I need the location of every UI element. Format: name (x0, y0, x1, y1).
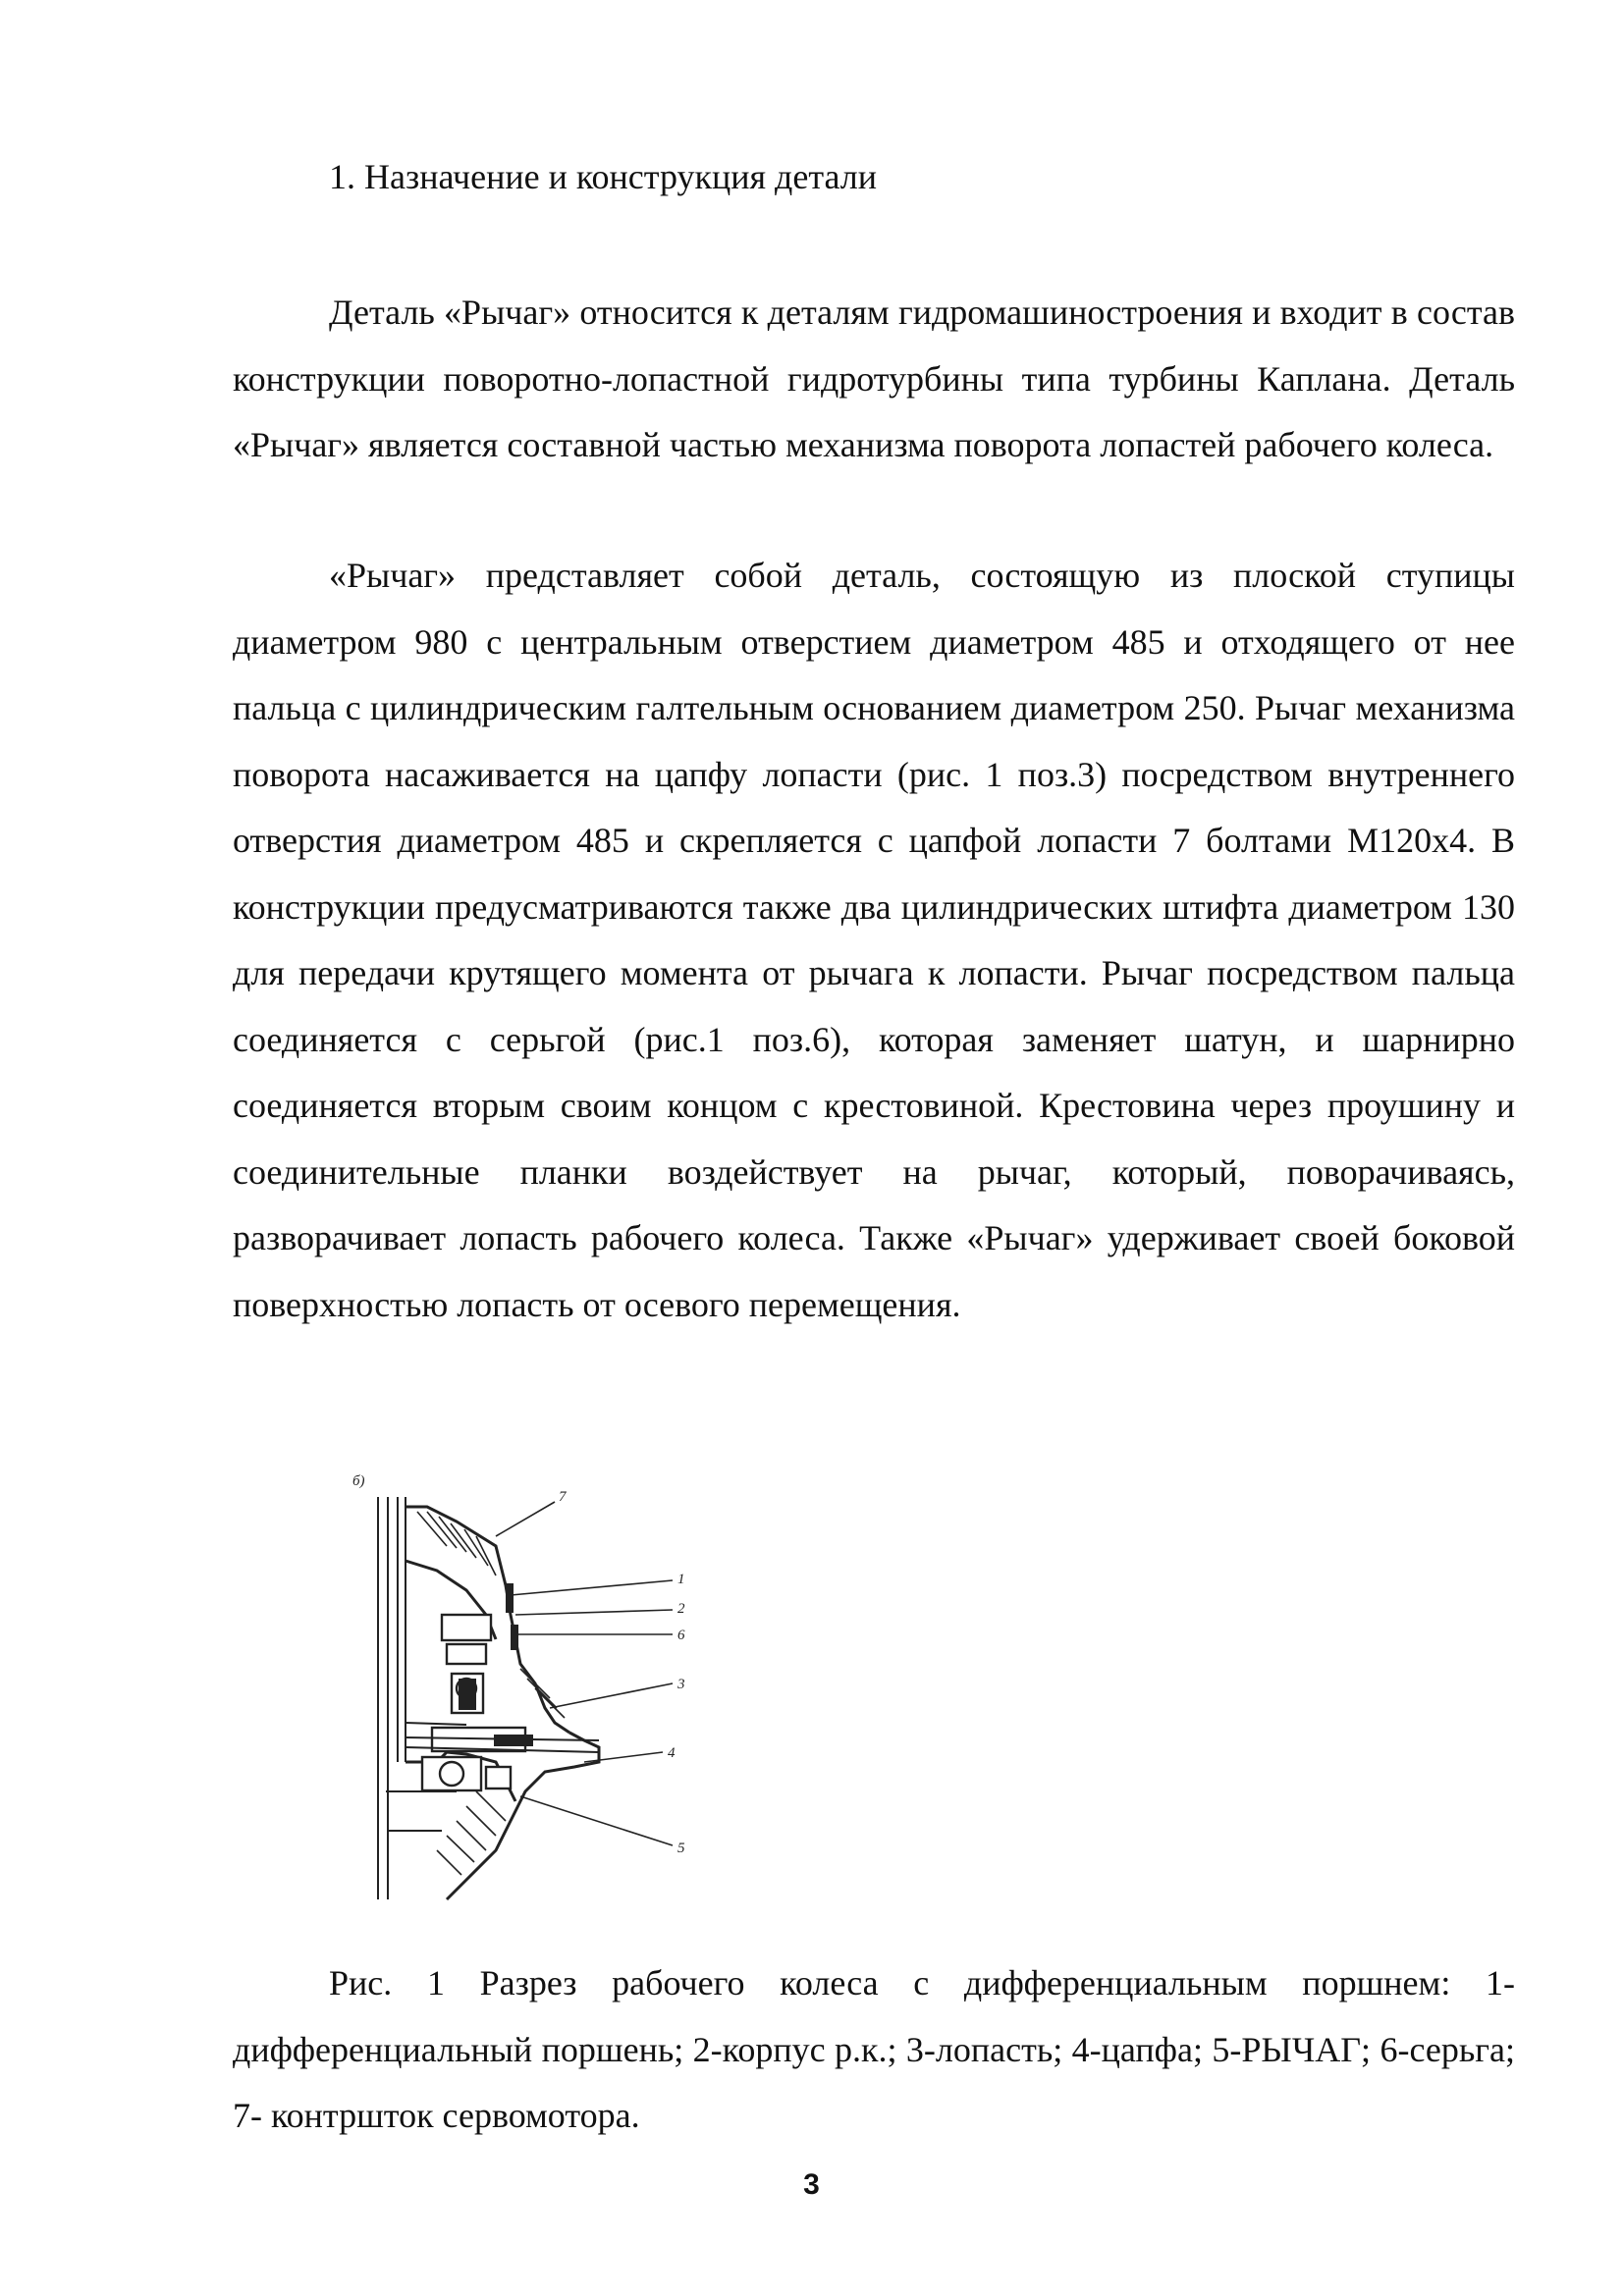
callout-6: 6 (677, 1628, 685, 1643)
page-number: 3 (803, 2168, 820, 2201)
paragraph-construction (233, 543, 1515, 1338)
section-heading: 1. Назначение и конструкция детали (329, 157, 878, 196)
callout-7: 7 (559, 1489, 567, 1505)
figure-caption (233, 1950, 1515, 2150)
callout-5: 5 (677, 1841, 685, 1856)
leader-lines (496, 1502, 673, 1845)
hub-outline (406, 1507, 599, 1899)
figure-view-label: б) (352, 1473, 365, 1489)
figure-caption-text: Рис. 1 Разрез рабочего колеса с дифференциальным поршнем: 1-дифференциальный поршень; 2-корпус р.к.; 3-лопасть; 4-цапфа; 5-РЫЧАГ; 6-серьга; 7- контршток сервомотора. (233, 1963, 1515, 2135)
callout-3: 3 (677, 1677, 685, 1692)
callout-2: 2 (677, 1601, 685, 1617)
paragraph-text: Деталь «Рычаг» относится к деталям гидромашиностроения и входит в состав конструкции поворотно-лопастной гидротурбины типа турбины Каплана. Деталь «Рычаг» является составной частью механизма поворота лопастей рабочего колеса. (233, 293, 1515, 464)
callout-4: 4 (668, 1745, 676, 1761)
shaft-lines (378, 1497, 406, 1899)
hatched-sections (417, 1512, 565, 1875)
paragraph-text: «Рычаг» представляет собой деталь, состоящую из плоской ступицы диаметром 980 с центральным отверстием диаметром 485 и отходящего от нее пальца с цилиндрическим галтельным основанием диаметром 250. Рычаг механизма поворота насаживается на цапфу лопасти (рис. 1 поз.3) посредством внутреннего отверстия диаметром 485 и скрепляется с цапфой лопасти 7 болтами М120х4. В конструкции предусматриваются также два цилиндрических штифта диаметром 130 для передачи крутящего момента от рычага к лопасти. Рычаг посредством пальца соединяется с серьгой (рис.1 поз.6), которая заменяет шатун, и шарнирно соединяется вторым своим концом с крестовиной. Крестовина через проушину и соединительные планки воздействует на рычаг, который, поворачиваясь, разворачивает лопасть рабочего колеса. Также «Рычаг» удерживает своей боковой поверхностью лопасть от осевого перемещения. (233, 556, 1515, 1324)
paragraph-purpose (233, 280, 1515, 479)
callout-1: 1 (677, 1572, 685, 1587)
figure-runner-section-drawing (349, 1468, 727, 1914)
technical-drawing (349, 1468, 727, 1914)
